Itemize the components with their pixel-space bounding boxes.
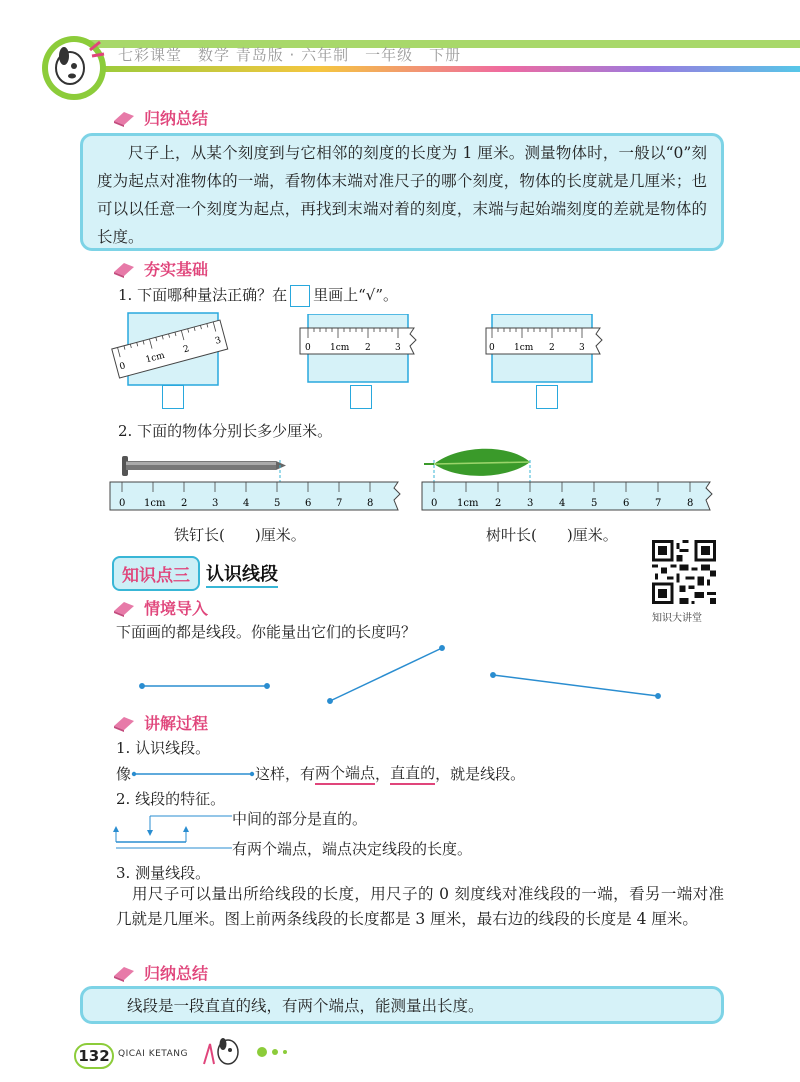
ruler-label: 3: [579, 343, 585, 353]
nail-caption: 铁钉长( )厘米。: [174, 526, 306, 544]
ruler-label: 0: [118, 361, 127, 373]
ruler-label: 1cm: [144, 498, 166, 509]
ruler-label: 1cm: [514, 343, 534, 353]
ruler-label: 4: [243, 498, 250, 509]
def-comma: ，: [375, 765, 391, 783]
measure-figure-a: [110, 310, 230, 388]
ruler-label: 0: [305, 343, 311, 353]
section-summary-1: [112, 106, 208, 129]
ruler-label: 8: [367, 498, 374, 509]
explain-step-2: 2. 线段的特征。: [116, 790, 226, 808]
answer-box-b[interactable]: [350, 385, 372, 409]
qr-code-icon[interactable]: [652, 540, 716, 604]
question-1-text-end: 里画上“√”。: [313, 286, 398, 304]
ruler-label: 8: [687, 498, 694, 509]
ruler-label: 1cm: [144, 350, 166, 366]
pink-eraser-icon: [112, 109, 136, 127]
ruler-label: 2: [549, 343, 555, 353]
section-title: 归纳总结: [144, 964, 209, 983]
ruler-label: 2: [495, 498, 502, 509]
pink-eraser-icon: [112, 714, 136, 732]
answer-box-sample: [290, 285, 310, 307]
ruler-label: 7: [336, 498, 343, 509]
segment-feature-diagram: [112, 808, 232, 858]
explain-step-1: 1. 认识线段。: [116, 739, 211, 757]
line-segments-figure: [130, 640, 670, 710]
ruler-label: 4: [559, 498, 566, 509]
nail-image: [122, 456, 286, 476]
section-explain: [112, 711, 208, 734]
answer-box-c[interactable]: [536, 385, 558, 409]
ruler-label: 3: [212, 498, 219, 509]
feature-endpoints: 有两个端点，端点决定线段的长度。: [232, 840, 473, 858]
leaf-caption: 树叶长( )厘米。: [486, 526, 618, 544]
question-2: 2. 下面的物体分别长多少厘米。: [118, 422, 333, 440]
segment-3: [493, 675, 658, 696]
leaf-ruler-figure: [420, 442, 720, 522]
explain-step-3: 3. 测量线段。: [116, 864, 211, 882]
header-title: 七彩课堂 数学 青岛版 · 六年制 一年级 下册: [118, 46, 462, 64]
pink-eraser-icon: [112, 260, 136, 278]
ruler-label: 0: [431, 498, 438, 509]
section-title: 归纳总结: [144, 109, 209, 128]
segment-2: [330, 648, 442, 701]
section-title: 讲解过程: [144, 714, 209, 733]
knowledge-point-title: 认识线段: [206, 560, 278, 588]
pink-eraser-icon: [112, 964, 136, 982]
footer-brand: QICAI KETANG: [118, 1049, 188, 1059]
ruler-label: 2: [182, 344, 191, 356]
knowledge-point-header: [112, 556, 278, 591]
section-basics: [112, 257, 208, 280]
ruler-label: 0: [489, 343, 495, 353]
section-summary-2: [112, 961, 208, 984]
ruler-label: 3: [395, 343, 401, 353]
ruler-label: 1cm: [330, 343, 350, 353]
ruler-label: 5: [591, 498, 598, 509]
summary-box-1: [80, 133, 724, 251]
summary-text: 线段是一段直直的线，有两个端点，能测量出长度。: [127, 997, 484, 1015]
mascot-dog-logo: [36, 30, 116, 102]
question-1-text: 1. 下面哪种量法正确？在: [118, 286, 288, 304]
ruler-label: 1cm: [457, 498, 479, 509]
def-pre: 像: [116, 765, 132, 783]
ruler-label: 2: [181, 498, 188, 509]
leaf-image: [424, 449, 530, 476]
qr-caption: 知识大讲堂: [652, 613, 702, 624]
ruler-label: 2: [365, 343, 371, 353]
explain-step-1-def: [116, 762, 525, 785]
summary-box-2: [80, 986, 724, 1024]
def-two-endpoints: 两个端点: [315, 762, 375, 785]
section-intro: [112, 596, 208, 619]
pink-eraser-icon: [112, 599, 136, 617]
measure-figure-c: [484, 314, 606, 384]
def-straight: 直直的: [390, 762, 435, 785]
knowledge-point-tag: 知识点三: [112, 556, 200, 591]
measure-figure-b: [298, 314, 420, 384]
footer-mascot-icon: [200, 1036, 300, 1068]
ruler-label: 3: [214, 335, 223, 347]
answer-box-a[interactable]: [162, 385, 184, 409]
explain-step-3-body: 用尺子可以量出所给线段的长度，用尺子的 0 刻度线对准线段的一端，看另一端对准几就是几厘米。图上前两条线段的长度都是 3 厘米，最右边的线段的长度是 4 厘米。: [116, 885, 724, 928]
ruler-label: 6: [305, 498, 312, 509]
segment-example-icon: [131, 768, 255, 780]
section-title: 情境导入: [144, 599, 209, 618]
section-title: 夯实基础: [144, 260, 209, 279]
ruler-label: 7: [655, 498, 662, 509]
page-number: 132: [74, 1043, 114, 1069]
question-1: [118, 284, 398, 307]
summary-text: 尺子上，从某个刻度到与它相邻的刻度的长度为 1 厘米。测量物体时，一般以“0”刻度为起点对准物体的一端，看物体末端对准尺子的哪个刻度，物体的长度就是几厘米；也可以以任意一个刻度为起点，再找到末端对着的刻度，末端与起始端刻度的差就是物体的长度。: [97, 144, 707, 246]
intro-text: 下面画的都是线段。你能量出它们的长度吗？: [116, 623, 417, 641]
def-post: ，就是线段。: [435, 765, 526, 783]
def-mid: 这样，有: [255, 765, 316, 783]
ruler-label: 6: [623, 498, 630, 509]
ruler-label: 3: [527, 498, 534, 509]
ruler-label: 0: [119, 498, 126, 509]
nail-ruler-figure: [108, 450, 408, 522]
feature-straight: 中间的部分是直的。: [232, 810, 368, 828]
ruler-label: 5: [274, 498, 281, 509]
